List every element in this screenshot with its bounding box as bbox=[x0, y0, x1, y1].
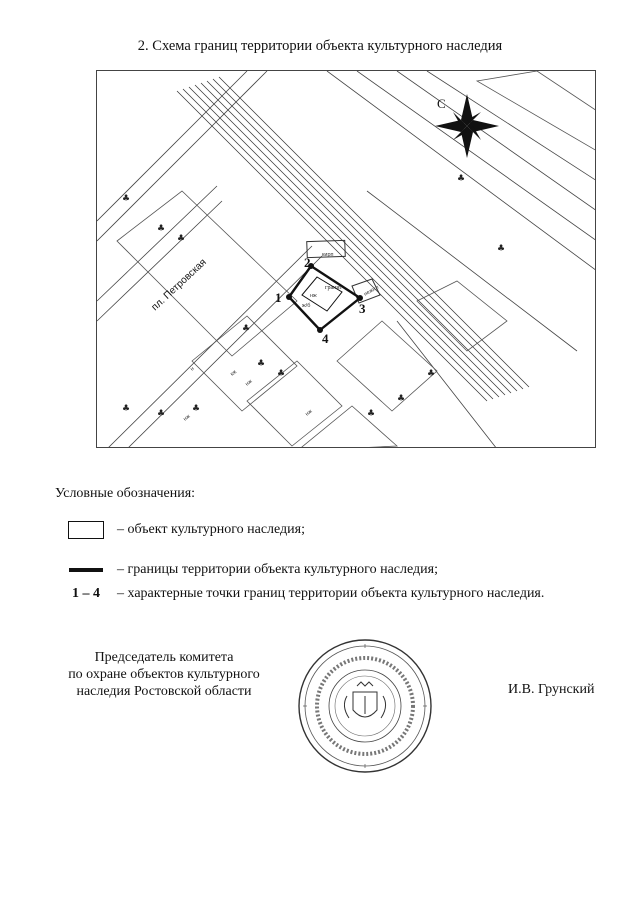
map-small-label: нж bbox=[310, 293, 317, 299]
city-blocks bbox=[117, 71, 596, 448]
svg-text:♣: ♣ bbox=[192, 404, 201, 414]
signatory-name: И.В. Грунский bbox=[508, 682, 595, 697]
legend-points-range: 1 – 4 bbox=[72, 586, 100, 601]
svg-text:♣: ♣ bbox=[457, 174, 466, 184]
legend-symbol-points bbox=[55, 586, 117, 602]
map-small-label: нж bbox=[304, 408, 314, 418]
map-small-label: нж bbox=[182, 413, 192, 423]
svg-text:♣: ♣ bbox=[122, 404, 131, 414]
point-label-3: 3 bbox=[359, 301, 366, 316]
svg-text:♣: ♣ bbox=[157, 224, 166, 234]
signatory-position-line: Председатель комитета bbox=[94, 650, 234, 665]
legend-symbol-line bbox=[55, 568, 117, 572]
signatory-position-line: по охране объектов культурного bbox=[68, 667, 260, 682]
north-letter: С bbox=[437, 96, 446, 111]
map-small-label: нж bbox=[244, 378, 254, 388]
official-seal bbox=[295, 636, 435, 776]
map-small-label: кирп bbox=[322, 252, 334, 258]
legend-item-text: – характерные точки границ территории объекта культурного наследия. bbox=[117, 586, 545, 601]
map-drawing bbox=[97, 71, 596, 448]
map-small-label: н bbox=[189, 365, 196, 373]
svg-text:♣: ♣ bbox=[177, 234, 186, 244]
map-small-label: ж/б bbox=[302, 303, 311, 309]
svg-text:♣: ♣ bbox=[497, 244, 506, 254]
legend-title: Условные обозначения: bbox=[55, 486, 196, 501]
street-lines bbox=[97, 71, 596, 448]
north-arrow-icon bbox=[435, 94, 499, 158]
svg-text:♣: ♣ bbox=[157, 409, 166, 419]
legend-item-boundary bbox=[55, 560, 438, 580]
map-small-label: кж bbox=[229, 369, 239, 378]
boundary-scheme-map bbox=[96, 70, 596, 448]
svg-text:♣: ♣ bbox=[367, 409, 376, 419]
map-small-label: нежил bbox=[363, 284, 380, 298]
point-label-4: 4 bbox=[322, 331, 329, 346]
svg-text:♣: ♣ bbox=[122, 194, 131, 204]
svg-text:♣: ♣ bbox=[257, 359, 266, 369]
signatory-position-line: наследия Ростовской области bbox=[76, 684, 252, 699]
building-label: гранит bbox=[325, 285, 343, 291]
street-label: пл. Петровская bbox=[149, 256, 209, 314]
document-title: 2. Схема границ территории объекта культурного наследия bbox=[137, 38, 503, 54]
coat-of-arms-icon bbox=[344, 682, 385, 718]
svg-text:♣: ♣ bbox=[277, 369, 286, 379]
legend-symbol-box bbox=[55, 521, 117, 539]
point-label-1: 1 bbox=[275, 290, 282, 305]
legend-item-text: – объект культурного наследия; bbox=[117, 522, 305, 537]
svg-text:♣: ♣ bbox=[397, 394, 406, 404]
point-label-2: 2 bbox=[304, 255, 311, 270]
legend-item-object bbox=[55, 520, 305, 540]
legend-item-points bbox=[55, 584, 544, 604]
svg-text:♣: ♣ bbox=[427, 369, 436, 379]
signatory-position bbox=[38, 649, 290, 700]
svg-text:♣: ♣ bbox=[242, 324, 251, 334]
territory-boundary bbox=[289, 266, 360, 330]
legend-item-text: – границы территории объекта культурного наследия; bbox=[117, 562, 438, 577]
